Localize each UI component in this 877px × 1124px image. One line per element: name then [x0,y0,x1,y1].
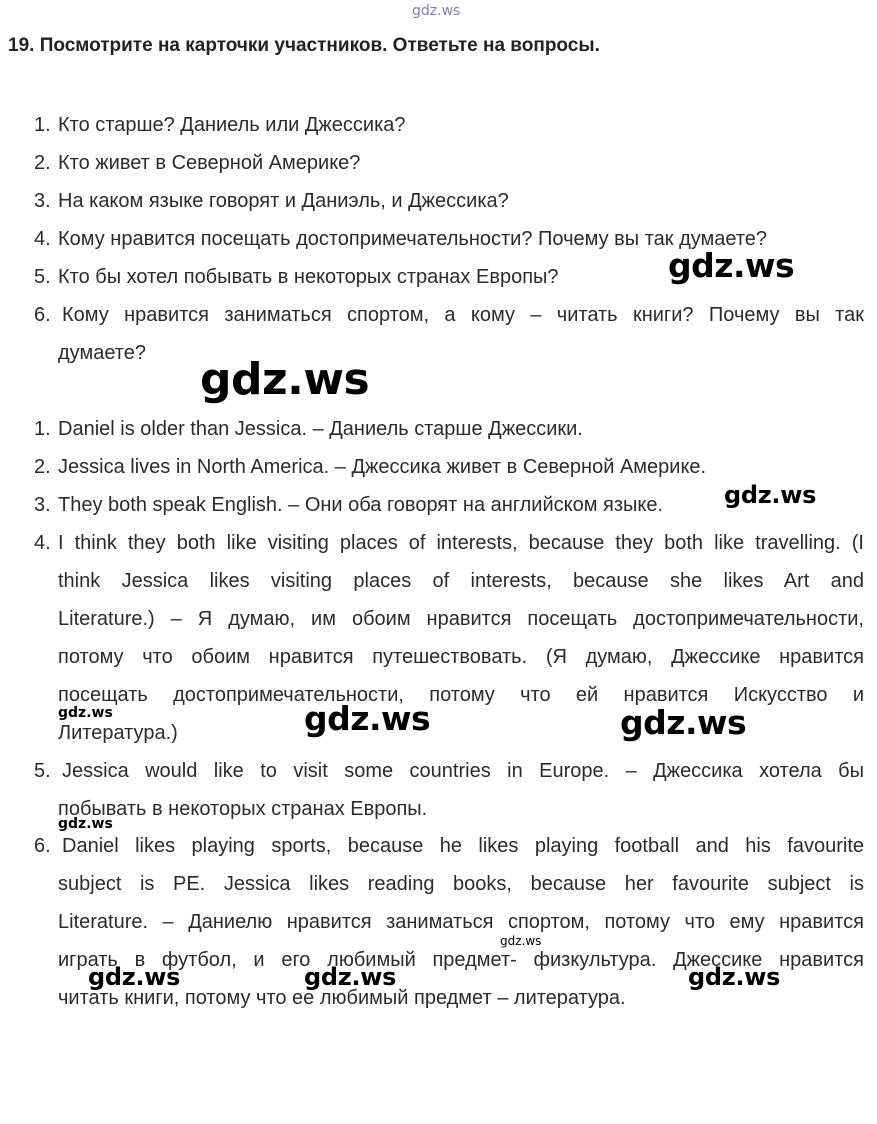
question-text: На каком языке говорят и Даниэль, и Джессика? [58,190,509,212]
watermark: gdz.ws [304,963,397,991]
watermark: gdz.ws [58,816,113,832]
question-number: 6. [34,304,51,326]
answer-text: They both speak English. – Они оба говорят на английском языке. [58,494,664,516]
watermark: gdz.ws [500,934,542,948]
answer-text: Jessica lives in North America. – Джессика живет в Северной Америке. [58,456,707,478]
answer-text: think Jessica likes visiting places of interests, because she likes Art and [58,570,864,592]
answer-text: Daniel likes playing sports, because he likes playing football and his favourite [62,835,864,857]
answer-number: 1. [34,418,51,440]
question-number: 1. [34,114,51,136]
watermark: gdz.ws [668,246,795,285]
answer-text: Литература.) [58,722,178,744]
answer-number: 4. [34,532,51,554]
watermark: gdz.ws [620,703,747,742]
question-text: Кто бы хотел побывать в некоторых странах Европы? [58,266,559,288]
question-text: Кто старше? Даниель или Джессика? [58,114,406,136]
question-text: Кому нравится посещать достопримечательности? Почему вы так думаете? [58,228,768,250]
question-number: 4. [34,228,51,250]
answer-text: Jessica would like to visit some countries in Europe. – Джессика хотела бы [62,760,864,782]
watermark: gdz.ws [88,963,181,991]
watermark: gdz.ws [58,705,113,721]
answer-text: Literature.) – Я думаю, им обоим нравится посещать достопримечательности, [58,608,864,630]
answer-text: Daniel is older than Jessica. – Даниель старше Джессики. [58,418,583,440]
question-text: Кто живет в Северной Америке? [58,152,361,174]
answer-text: Literature. – Даниелю нравится заниматься спортом, потому что ему нравится [58,911,864,933]
watermark: gdz.ws [688,963,781,991]
question-text: Кому нравится заниматься спортом, а кому – читать книги? Почему вы так [62,304,864,326]
watermark: gdz.ws [304,699,431,738]
watermark: gdz.ws [724,481,817,509]
answer-number: 3. [34,494,51,516]
answer-text: читать книги, потому что ее любимый предмет – литература. [58,987,626,1009]
answer-number: 5. [34,760,51,782]
answer-text: subject is PE. Jessica likes reading books, because her favourite subject is [58,873,864,895]
watermark-top: gdz.ws [412,3,461,19]
question-number: 2. [34,152,51,174]
question-number: 5. [34,266,51,288]
exercise-heading: 19. Посмотрите на карточки участников. Ответьте на вопросы. [8,35,600,56]
answer-text: потому что обоим нравится путешествовать. (Я думаю, Джессике нравится [58,646,864,668]
question-number: 3. [34,190,51,212]
answer-text: посещать достопримечательности, потому что ей нравится Искусство и [58,684,864,706]
answer-text: I think they both like visiting places of interests, because they both like travelling. (I [58,532,864,554]
question-text: думаете? [58,342,146,364]
answer-text: побывать в некоторых странах Европы. [58,798,428,820]
watermark: gdz.ws [200,354,370,405]
answer-number: 6. [34,835,51,857]
answer-number: 2. [34,456,51,478]
answer-text: играть в футбол, и его любимый предмет- физкультура. Джессике нравится [58,949,864,971]
